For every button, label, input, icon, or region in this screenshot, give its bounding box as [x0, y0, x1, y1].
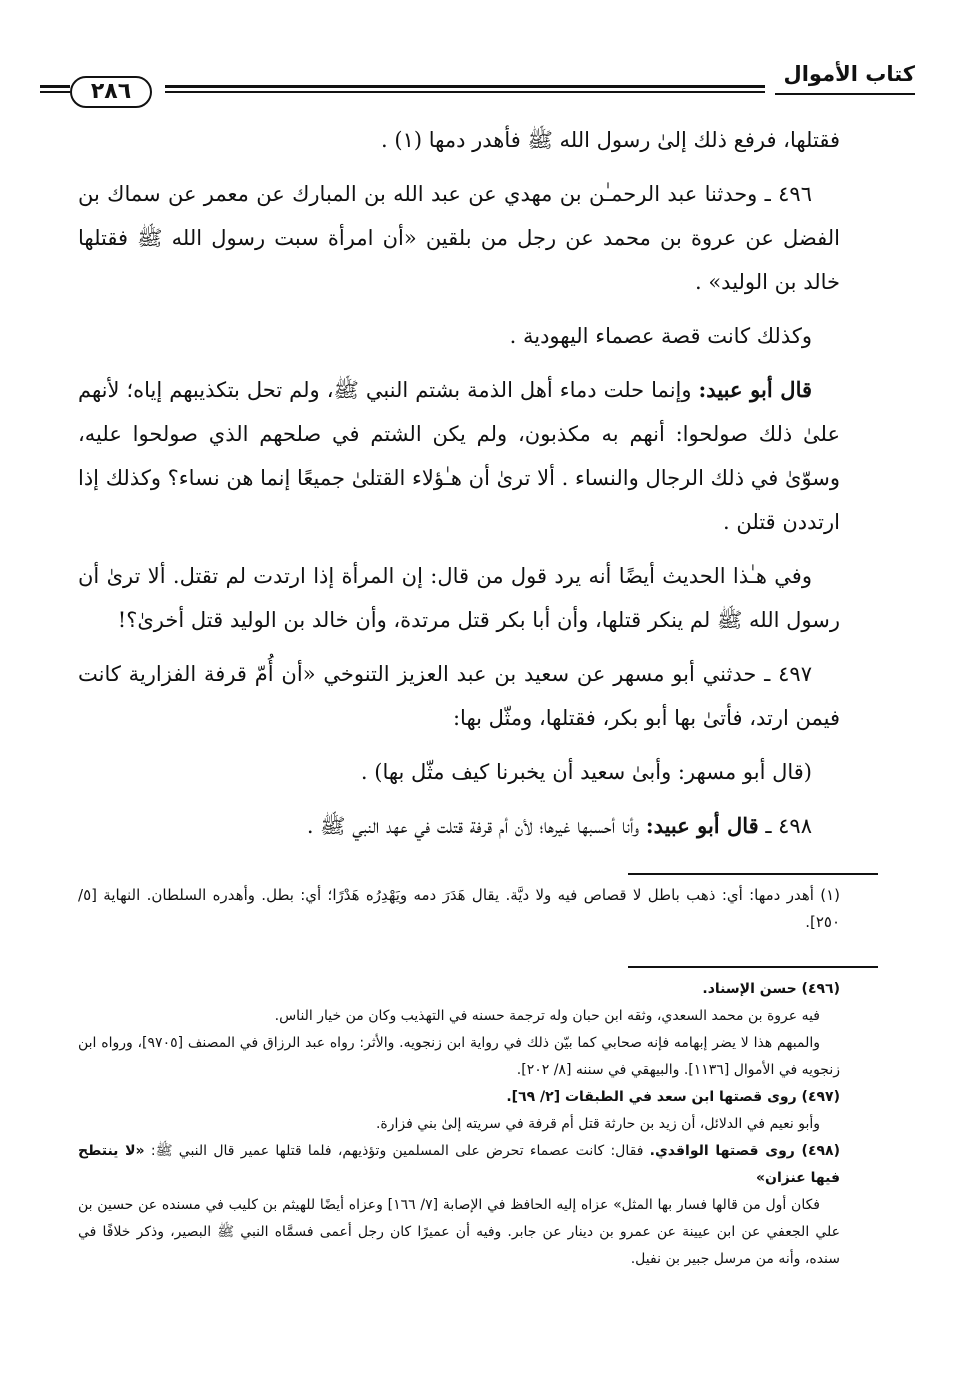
speaker-label: قال أبو عبيد:	[645, 813, 759, 838]
note-heading-496: (٤٩٦) حسن الإسناد.	[702, 981, 840, 997]
page-number: ٢٨٦	[70, 76, 152, 108]
header-rule	[165, 91, 765, 93]
footnote-separator	[628, 873, 878, 875]
paragraph: وفي هـٰذا الحديث أيضًا أنه يرد قول من قال: إن المرأة إذا ارتدت لم تقتل. ألا ترىٰ أن رسول الله ﷺ لم ينكر قتلها، وأن أبا بكر قتل مرتدة، وأن خالد بن الوليد قتل أخرىٰ؟!	[78, 564, 840, 632]
paragraph	[78, 368, 840, 544]
footnote-separator	[628, 966, 878, 968]
book-title: كتاب الأموال	[783, 62, 915, 86]
hadith-498	[78, 804, 840, 848]
speaker-label: قال أبو عبيد:	[698, 377, 813, 402]
note-text: فكان أول من قالها فسار بها المثل» عزاه إليه الحافظ في الإصابة [٧/ ١٦٦] وعزاه أيضًا للهيثم بن كليب في مسنده عن حسين بن علي الجعفي عن ابن عيينة عن عمرو بن دينار عن جابر. وفيه أن عميرًا كان رجل أعمى فسمَّاه النبي ﷺ البصير، وذكر خلافًا في سنده، وأنه من مرسل جبير بن نفيل.	[78, 1197, 840, 1267]
note-heading-498: (٤٩٨) روى قصتها الواقدي.	[649, 1143, 840, 1159]
takhrij-notes	[78, 976, 840, 1273]
note-text: فقال: كانت عصماء تحرض على المسلمين وتؤذيهم، فلما قتلها عمير قال النبي ﷺ:	[144, 1143, 650, 1159]
paragraph: (قال أبو مسهر: وأبىٰ سعيد أن يخبرنا كيف مثّل بها) .	[360, 760, 812, 784]
note-text: فيه عروة بن محمد السعدي، وثقه ابن حبان وله ترجمة حسنه في التهذيب وكان من خيار الناس.	[274, 1008, 820, 1024]
paragraph-text: وإنما حلت دماء أهل الذمة بشتم النبي ﷺ، ولم تحل بتكذيبهم إياه؛ لأنهم علىٰ ذلك صولحوا: أنهم به مكذبون، ولم يكن الشتم في صلحهم الذي صولحوا عليه، وسوّىٰ في ذلك الرجال والنساء . ألا ترىٰ أن هـٰؤلاء القتلىٰ جميعًا إنما هن نساء؟ وكذلك إذا ارتددن قتلن .	[78, 378, 840, 534]
note-text: وأبو نعيم في الدلائل، أن زيد بن حارثة قتل أم قرفة في سريته إلىٰ بني فزارة.	[375, 1116, 820, 1132]
main-text	[78, 118, 840, 858]
header-rule	[40, 91, 70, 93]
hadith-number: ٤٩٨ ـ	[758, 814, 812, 838]
paragraph: وكذلك كانت قصة عصماء اليهودية .	[509, 324, 812, 348]
header-rule	[40, 85, 70, 88]
footnote-text: (١) أهدر دمها: أي: ذهب باطل لا قصاص فيه ولا ديَّة. يقال هَدَرَ دمه ويَهْدِرُه هَدْرًا؛ أي: بطل. وأهدره السلطان. النهاية [٥/ ٢٥٠].	[78, 886, 840, 931]
paragraph: فقتلها، فرفع ذلك إلىٰ رسول الله ﷺ فأهدر دمها (١) .	[381, 128, 840, 152]
note-heading-497: (٤٩٧) روى قصتها ابن سعد في الطبقات [٢/ ٦٩].	[506, 1089, 840, 1105]
paragraph-text: وأنا أحسبها غيرها؛ لأن أم قرفة قتلت في عهد النبي ﷺ .	[306, 814, 646, 838]
note-498	[78, 1138, 840, 1192]
note-quote: «لا ينتطح فيها عنزان»	[78, 1143, 840, 1186]
hadith-497: ٤٩٧ ـ حدثني أبو مسهر عن سعيد بن عبد العزيز التنوخي «أن أُمّ قرفة الفزارية كانت فيمن ارتد، فأتىٰ بها أبو بكر، فقتلها، ومثّل بها:	[78, 662, 840, 730]
note-text: والمبهم هذا لا يضر إبهامه فإنه صحابي كما بيّن ذلك في رواية ابن زنجويه. والأثر: رواه عبد الرزاق في المصنف [٩٧٠٥]، ورواه ابن زنجويه في الأموال [١١٣٦]. والبيهقي في سننه [٨/ ٢٠٢].	[78, 1035, 840, 1078]
hadith-496: ٤٩٦ ـ وحدثنا عبد الرحمـٰن بن مهدي عن عبد الله بن المبارك عن معمر عن سماك بن الفضل عن عروة بن محمد عن رجل من بلقين «أن امرأة سبت رسول الله ﷺ فقتلها خالد بن الوليد» .	[78, 182, 840, 294]
header-rule	[165, 85, 765, 88]
footnote-1	[78, 882, 840, 936]
header-rule	[775, 93, 915, 95]
